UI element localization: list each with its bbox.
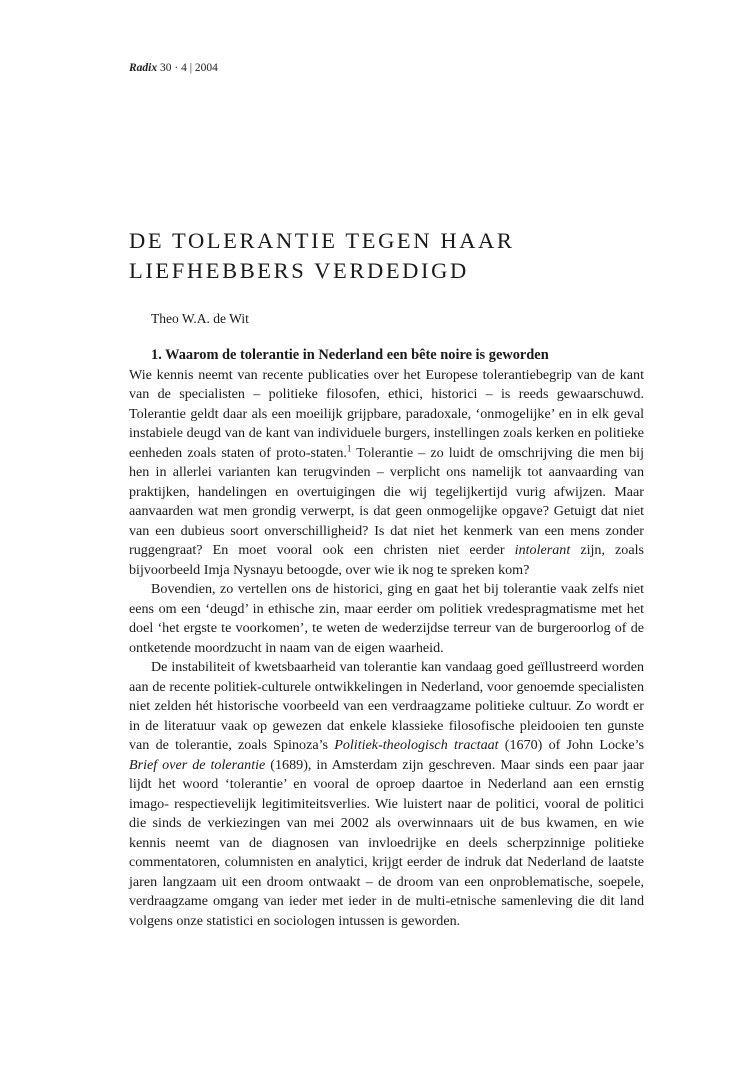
footnote-marker: 1 <box>346 442 352 453</box>
p3-emphasis-1: Politiek-theologisch tractaat <box>334 737 499 753</box>
p3-text-b: (1670) of John Locke’s <box>498 737 644 753</box>
p3-text-c: (1689), in Amsterdam zijn geschreven. Maar sinds een paar jaar lijdt het woord ‘tolerantie’ en vooral de oproep daartoe in Nederland aan een ernstig imago- respectievelijk legitimiteitsverlies. Wie luistert naar de politici, vooral de politici die sinds de verkiezingen van mei 2002 als overwinnaars uit de bus kwamen, en wie kennis neemt van de diagnosen van invloedrijke en deels scherpzinnige politieke commentatoren, columnisten en analytici, krijgt eerder de indruk dat Nederland de laatste jaren langzaam uit een droom ontwaakt – de droom van een onproblematische, soepele, verdraagzame omgang van ieder met ieder in de multi-etnische samenleving die dit land volgens onze statistici en sociologen intussen is geworden. <box>129 756 644 929</box>
journal-name: Radix <box>129 62 158 74</box>
title-line-1: DE TOLERANTIE TEGEN HAAR <box>129 228 515 253</box>
section-heading: 1. Waarom de tolerantie in Nederland een bête noire is geworden <box>151 347 549 363</box>
p1-text-c: zijn, zoals bijvoorbeeld Imja Nysnayu betoogde, over wie ik nog te spreken kom? <box>129 542 644 578</box>
author: Theo W.A. de Wit <box>151 311 249 326</box>
paragraph-1 <box>129 366 644 581</box>
running-head <box>129 62 218 74</box>
title-line-2: LIEFHEBBERS VERDEDIGD <box>129 258 469 283</box>
p1-text-b: Tolerantie – zo luidt de omschrijving die men bij hen in allerlei varianten kan terugvinden – verplicht ons namelijk tot aanvaarding van praktijken, handelingen en overtuigingen die wij tegelijkertijd vurig afwijzen. Maar aanvaarden wat men grondig verwerpt, is dat geen onmogelijke opgave? Getuigt dat niet van een dubieus soort onverschilligheid? Is dat niet het kenmerk van een mens zonder ruggengraat? En moet vooral ook een christen niet eerder <box>129 444 644 558</box>
paragraph-2: Bovendien, zo vertellen ons de historici, ging en gaat het bij tolerantie vaak zelfs niet eens om een ‘deugd’ in ethische zin, maar eerder om politiek vredespragmatisme met het doel ‘het ergste te voorkomen’, te weten de wederzijdse terreur van de burgeroorlog of de ontketende moordzucht in naam van de eigen waarheid. <box>129 581 644 656</box>
article-body <box>129 346 644 931</box>
article-title <box>129 226 649 286</box>
p3-emphasis-2: Brief over de tolerantie <box>129 756 266 773</box>
p3-text-a: De instabiliteit of kwetsbaarheid van tolerantie kan vandaag goed geïllustreerd worden aan de recente politiek-culturele ontwikkelingen in Nederland, voor genoemde specialisten niet zelden hét historische voorbeeld van een verdraagzame politieke cultuur. Zo wordt er in de literatuur vaak op gewezen dat enkele klassieke filosofische pleidooien ten gunste van de tolerantie, zoals Spinoza’s <box>129 659 644 753</box>
p1-text-a: Wie kennis neemt van recente publicaties over het Europese tolerantiebegrip van de kant van de specialisten – politieke filosofen, ethici, historici – is reeds gewaarschuwd. Tolerantie geldt daar als een moeilijk grijpbare, paradoxale, ‘onmogelijke’ en in elk geval instabiele deugd van de kant van individuele burgers, instellingen zoals kerken en politieke eenheden zoals staten of proto-staten. <box>129 366 644 461</box>
p1-emphasis: intolerant <box>514 542 571 558</box>
issue-info: 30 · 4 | 2004 <box>160 62 218 74</box>
paragraph-3 <box>129 658 644 931</box>
